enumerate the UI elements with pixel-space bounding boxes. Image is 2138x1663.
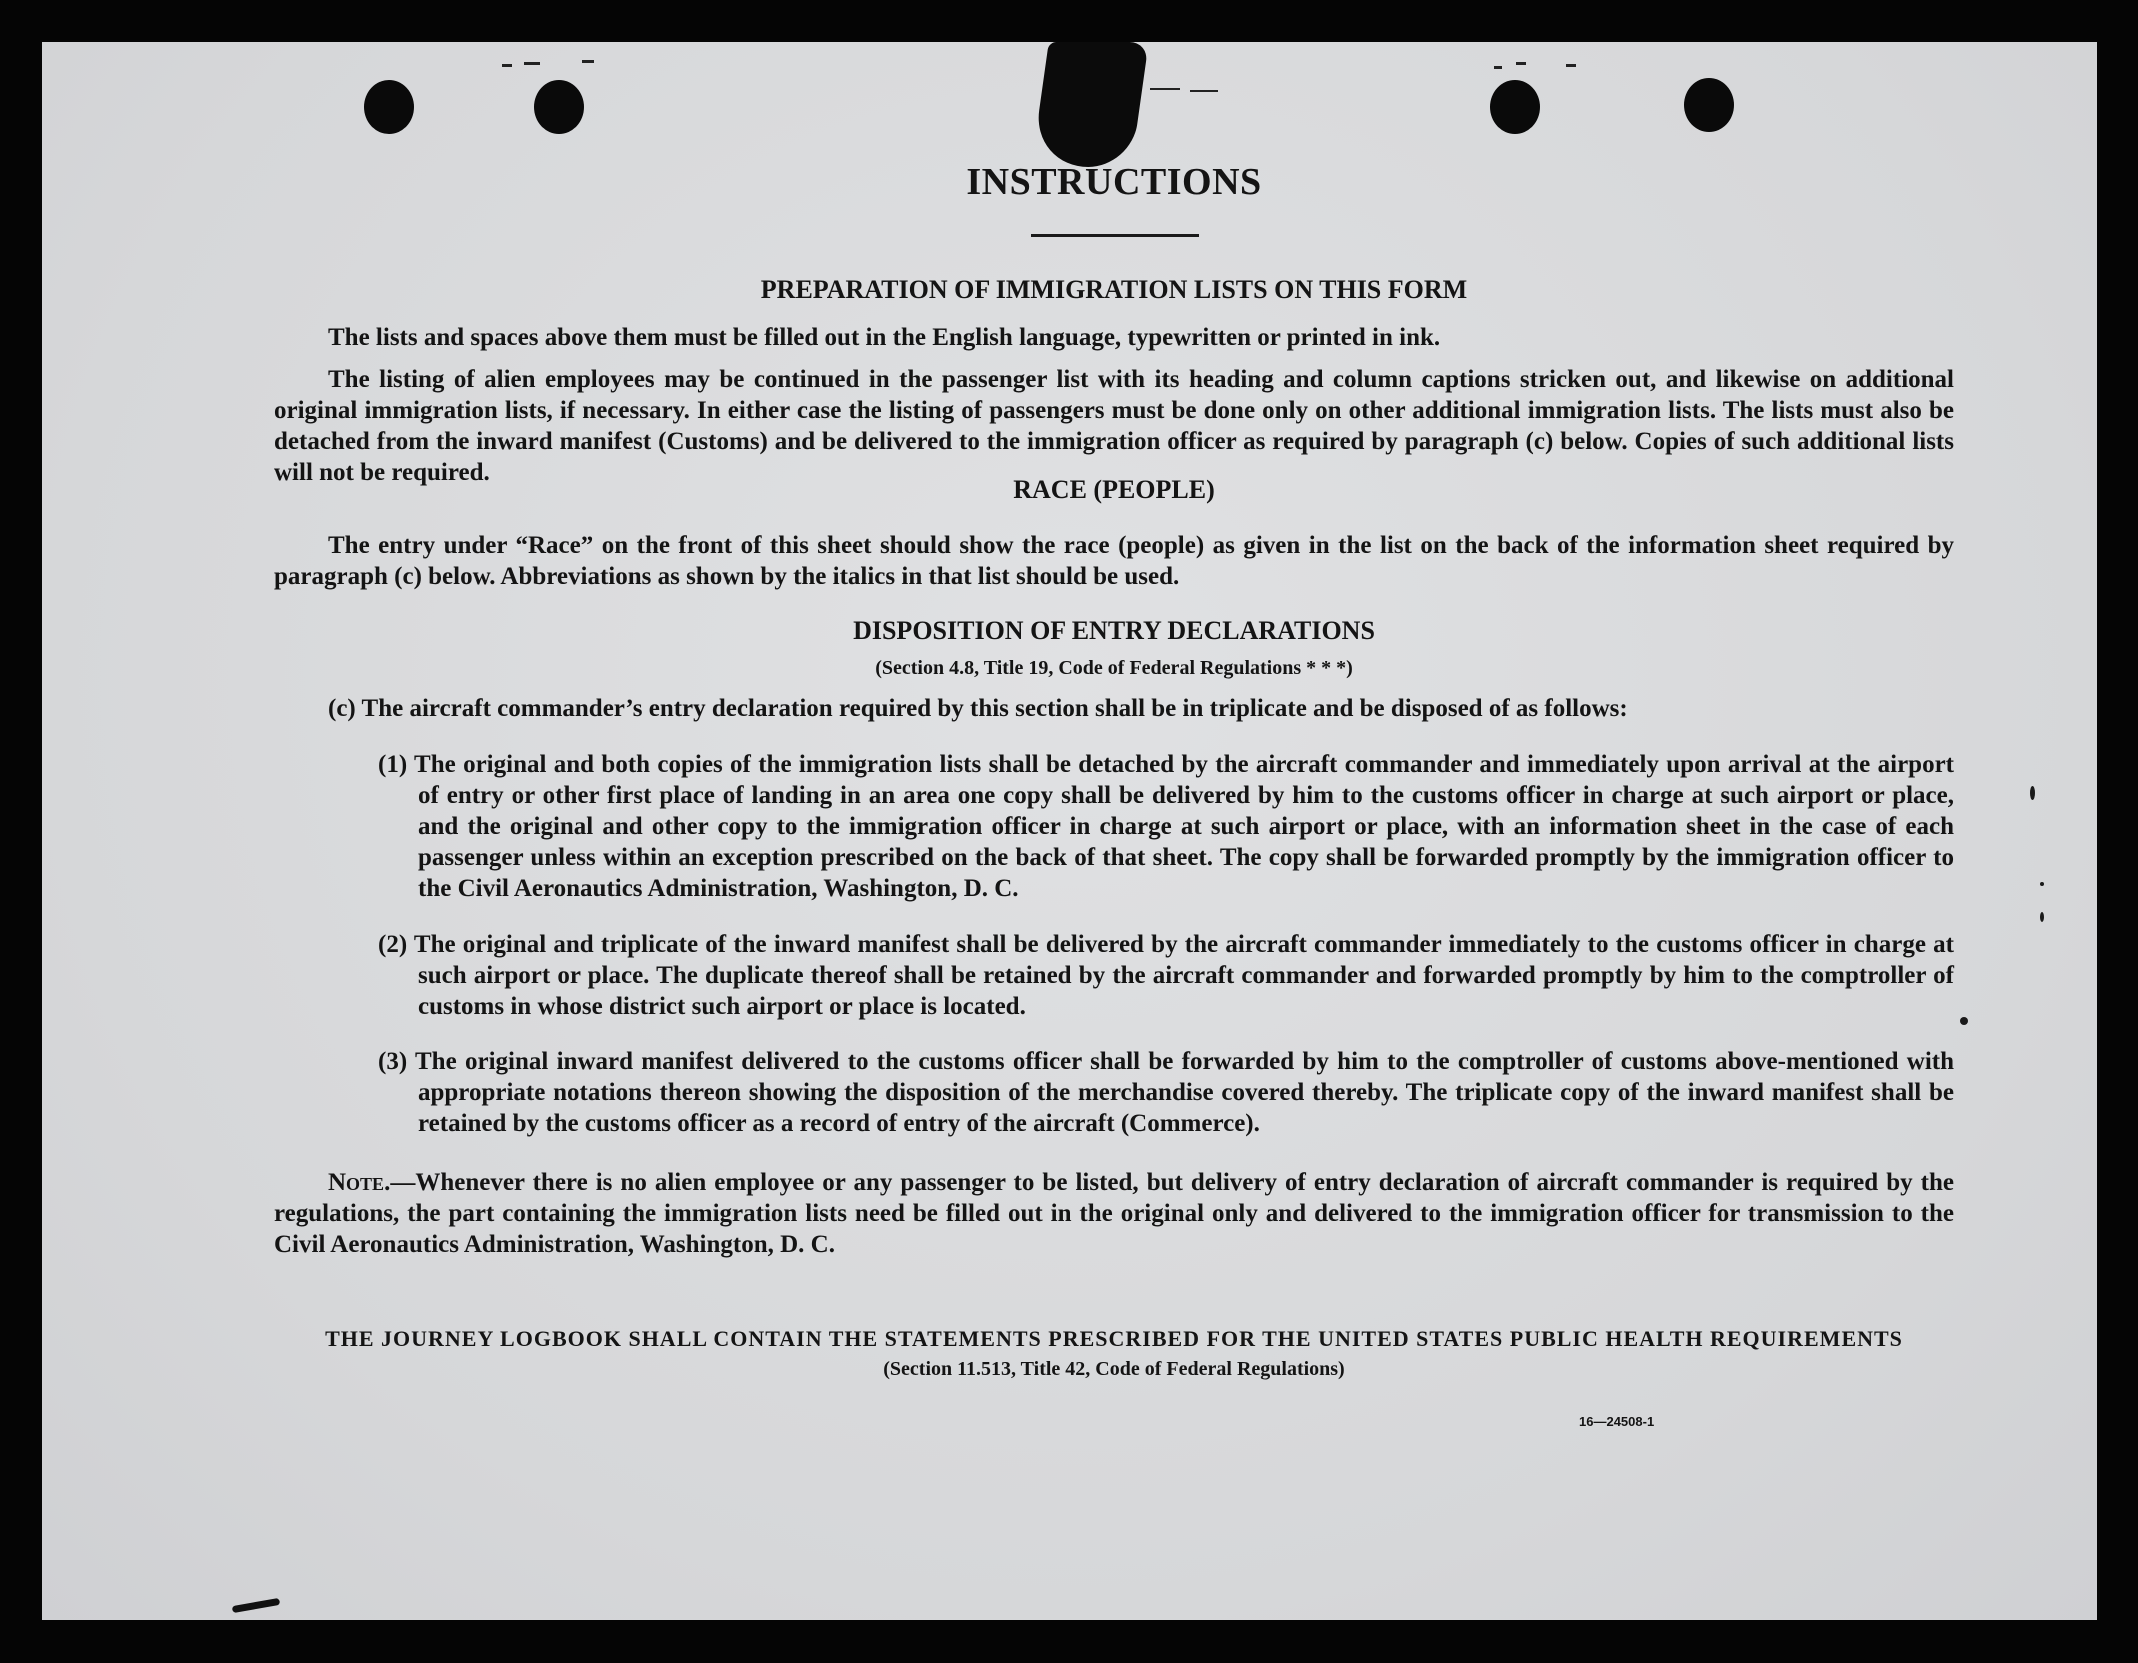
logbook-citation: (Section 11.513, Title 42, Code of Federal Regulations): [883, 1358, 1345, 1380]
punch-hole-right-1: [1490, 80, 1540, 134]
stray-mark: [582, 60, 594, 63]
disposition-item-2: (2) The original and triplicate of the inward manifest shall be delivered by the aircraft commander immediately to the customs officer in charge at such airport or place. The duplicate thereof shall be retained by the aircraft commander and forwarded promptly by him to the comptroller of customs in whose district such airport or place is located.: [378, 931, 1954, 1020]
disposition-item-3: (3) The original inward manifest delivered to the customs officer shall be forwarded by him to the comptroller of customs above-mentioned with appropriate notations thereon showing the disposition of the merchandise covered thereby. The triplicate copy of the inward manifest shall be retained by the customs officer as a record of entry of the aircraft (Commerce).: [378, 1048, 1954, 1137]
punch-hole-left-2: [534, 80, 584, 134]
race-paragraph: The entry under “Race” on the front of this sheet should show the race (people) as given in the list on the back of the information sheet required by paragraph (c) below. Abbreviations as shown by the italics in that list should be used.: [274, 532, 1954, 590]
form-number: 16—24508-1: [1579, 1414, 1655, 1429]
logbook-statement: THE JOURNEY LOGBOOK SHALL CONTAIN THE STATEMENTS PRESCRIBED FOR THE UNITED STATES PUBLIC HEALTH REQUIREMENTS: [325, 1326, 1903, 1351]
stray-mark: [1190, 90, 1218, 92]
punch-hole-left-1: [364, 80, 414, 134]
stray-mark: [1566, 64, 1576, 67]
disposition-heading: DISPOSITION OF ENTRY DECLARATIONS: [853, 616, 1375, 645]
ink-blot: [1031, 42, 1149, 167]
stray-mark: [1516, 62, 1526, 65]
stray-mark: [502, 64, 512, 67]
stray-dot: [2040, 912, 2044, 922]
margin-pen-mark: [232, 1598, 280, 1613]
disposition-item-1: (1) The original and both copies of the immigration lists shall be detached by the aircraft commander and immediately upon arrival at the airport of entry or other first place of landing in an area one copy shall be delivered by him to the customs officer in charge at such airport or place, and the original and other copy to the immigration officer in charge at such airport or place, with an information sheet in the case of each passenger unless within an exception prescribed on the back of that sheet. The copy shall be forwarded promptly by the immigration officer to the Civil Aeronautics Administration, Washington, D. C.: [378, 751, 1954, 902]
note-lead: Note.: [328, 1169, 391, 1196]
stray-dot: [2040, 882, 2044, 886]
stray-mark: [1494, 66, 1502, 69]
disposition-citation: (Section 4.8, Title 19, Code of Federal Regulations * * *): [875, 657, 1353, 679]
note-text: —Whenever there is no alien employee or any passenger to be listed, but delivery of entry declaration of aircraft commander is required by the regulations, the part containing the immigration lists need be filled out in the original only and delivered to the immigration officer for transmission to the Civil Aeronautics Administration, Washington, D. C.: [274, 1169, 1954, 1258]
preparation-paragraph-1: The lists and spaces above them must be filled out in the English language, typewritten or printed in ink.: [328, 324, 1441, 351]
punch-hole-right-2: [1684, 78, 1734, 132]
note-paragraph: [274, 1167, 1954, 1260]
stray-dot: [1960, 1017, 1968, 1025]
race-heading: RACE (PEOPLE): [1013, 475, 1215, 504]
title-underline: [1031, 234, 1199, 237]
page-title: INSTRUCTIONS: [966, 161, 1262, 203]
stray-dot: [2030, 786, 2035, 800]
preparation-heading: PREPARATION OF IMMIGRATION LISTS ON THIS FORM: [760, 275, 1468, 304]
stray-mark: [1150, 88, 1180, 90]
preparation-paragraph-2: The listing of alien employees may be continued in the passenger list with its heading and column captions stricken out, and likewise on additional original immigration lists, if necessary. In either case the listing of passengers must be done only on other additional immigration lists. The lists must also be detached from the inward manifest (Customs) and be delivered to the immigration officer as required by paragraph (c) below. Copies of such additional lists will not be required.: [274, 366, 1954, 486]
stray-mark: [524, 62, 540, 65]
paper-sheet: [42, 42, 2097, 1620]
disposition-intro: (c) The aircraft commander’s entry declaration required by this section shall be in triplicate and be disposed of as follows:: [328, 695, 1628, 722]
